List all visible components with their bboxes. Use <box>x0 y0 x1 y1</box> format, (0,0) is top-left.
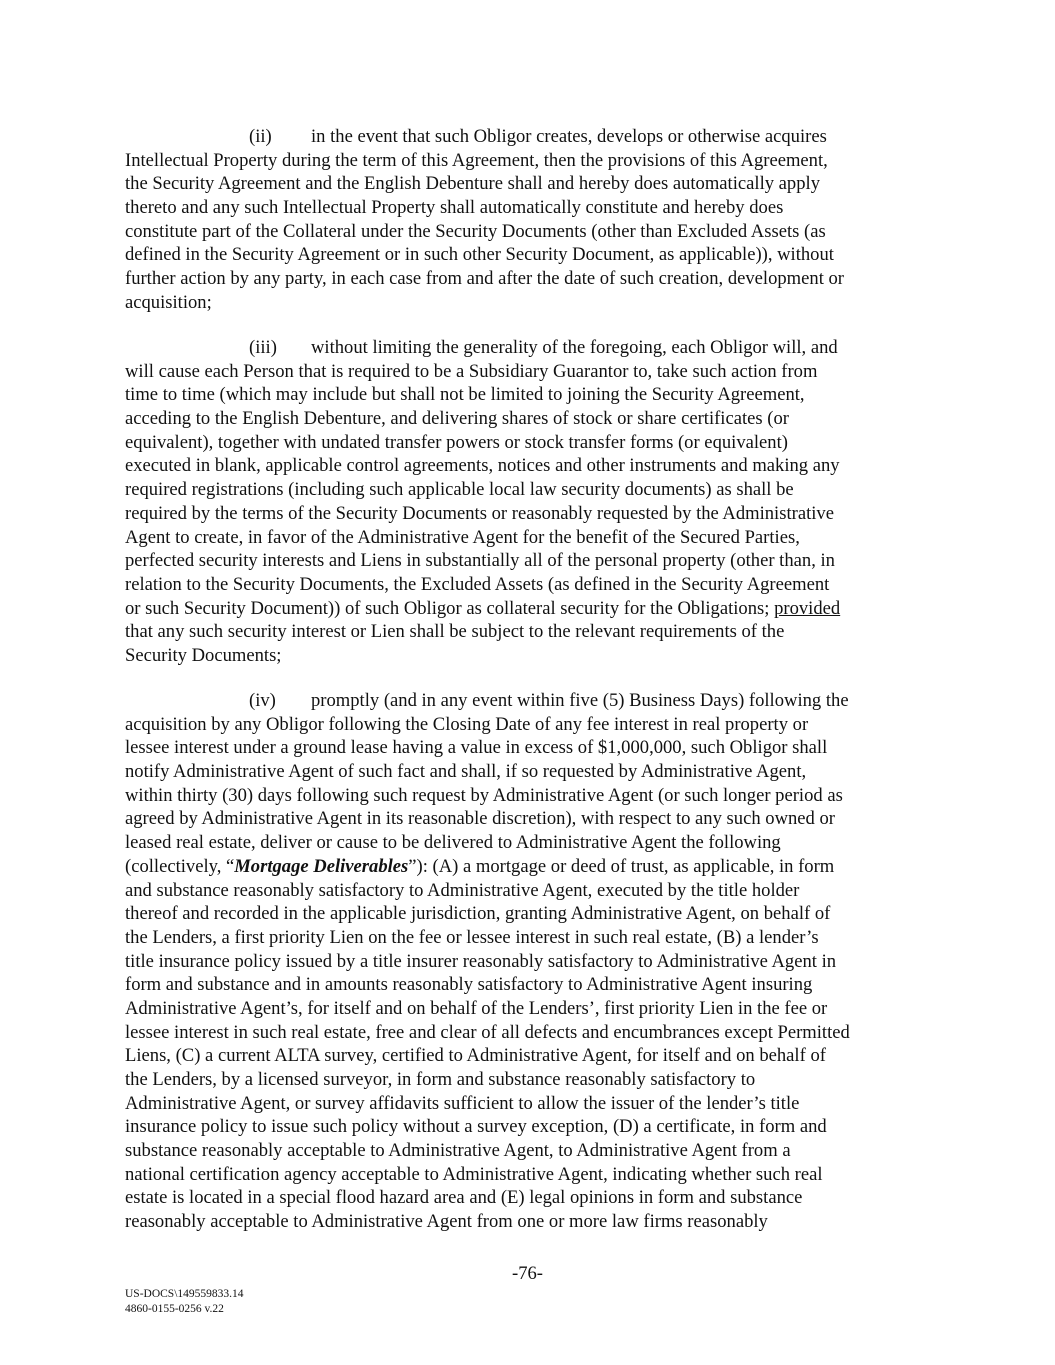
text-line: Liens, (C) a current ALTA survey, certified to Administrative Agent, for itself and on behalf of <box>125 1045 826 1067</box>
text-line: will cause each Person that is required to be a Subsidiary Guarantor to, take such action from <box>125 360 818 382</box>
text-line: the Security Agreement and the English Debenture shall and hereby does automatically apply <box>125 173 820 195</box>
text-line: time to time (which may include but shall not be limited to joining the Security Agreement, <box>125 384 805 406</box>
provided-term: provided <box>774 597 841 619</box>
footer-doc-id: US-DOCS\149559833.14 <box>125 1288 244 1300</box>
text-line: that any such security interest or Lien shall be subject to the relevant requirements of the <box>125 621 785 643</box>
text-line: reasonably acceptable to Administrative Agent from one or more law firms reasonably <box>125 1211 768 1233</box>
text-line: Administrative Agent, or survey affidavits sufficient to allow the issuer of the lender’s title <box>125 1092 800 1114</box>
text-line: the Lenders, by a licensed surveyor, in form and substance reasonably satisfactory to <box>125 1069 756 1090</box>
text-line: perfected security interests and Liens in substantially all of the personal property (other than, in <box>125 550 835 572</box>
paragraph-number: (iv) <box>249 690 276 711</box>
text-line: notify Administrative Agent of such fact and shall, if so requested by Administrative Agent, <box>125 761 807 783</box>
paragraph-first-line: (iv) promptly (and in any event within five (5) Business Days) following the <box>249 690 849 711</box>
text-line: within thirty (30) days following such request by Administrative Agent (or such longer period as <box>125 784 843 806</box>
paragraph-iii <box>125 336 945 668</box>
text-line: insurance policy to issue such policy without a survey exception, (D) a certificate, in form and <box>125 1116 827 1138</box>
paragraph-first-line: (ii) in the event that such Obligor creates, develops or otherwise acquires <box>249 126 827 147</box>
text-line: (collectively, “Mortgage Deliverables”): (A) a mortgage or deed of trust, as applicable, in form <box>125 855 835 877</box>
text-line: acceding to the English Debenture, and delivering shares of stock or share certificates (or <box>125 408 789 430</box>
text-line: equivalent), together with undated transfer powers or stock transfer forms (or equivalent) <box>125 431 788 453</box>
text-line: leased real estate, deliver or cause to be delivered to Administrative Agent the following <box>125 832 781 854</box>
text-line: form and substance and in amounts reasonably satisfactory to Administrative Agent insuring <box>125 974 813 996</box>
text-line: acquisition; <box>125 291 212 313</box>
text-line: or such Security Document)) of such Obligor as collateral security for the Obligations; provided <box>125 597 841 619</box>
text-line: required by the terms of the Security Documents or reasonably requested by the Administrative <box>125 502 834 524</box>
text-line: Security Documents; <box>125 644 282 666</box>
document-footer <box>125 1287 244 1317</box>
paragraph-iv <box>125 689 945 1234</box>
text-line: further action by any party, in each case from and after the date of such creation, development or <box>125 268 844 290</box>
text-line: and substance reasonably satisfactory to Administrative Agent, executed by the title holder <box>125 879 800 901</box>
text-line: thereto and any such Intellectual Property shall automatically constitute and hereby does <box>125 197 784 219</box>
text-line: thereof and recorded in the applicable jurisdiction, granting Administrative Agent, on behalf of <box>125 903 831 925</box>
paragraph-number: (ii) <box>249 126 272 147</box>
paragraph-ii <box>125 125 945 315</box>
text-line: substance reasonably acceptable to Administrative Agent, to Administrative Agent from a <box>125 1140 791 1162</box>
paragraph-first-line: (iii) without limiting the generality of the foregoing, each Obligor will, and <box>249 337 838 358</box>
text-line: required registrations (including such applicable local law security documents) as shall be <box>125 479 794 501</box>
text-line: Administrative Agent’s, for itself and on behalf of the Lenders’, first priority Lien in the fee or <box>125 997 828 1019</box>
text-line: constitute part of the Collateral under the Security Documents (other than Excluded Assets (as <box>125 220 826 242</box>
text-line: estate is located in a special flood hazard area and (E) legal opinions in form and substance <box>125 1187 803 1209</box>
text-line: executed in blank, applicable control agreements, notices and other instruments and making any <box>125 455 840 477</box>
text-line: Intellectual Property during the term of this Agreement, then the provisions of this Agreement, <box>125 149 828 171</box>
text-line: Agent to create, in favor of the Administrative Agent for the benefit of the Secured Parties, <box>125 526 800 548</box>
footer-version: 4860-0155-0256 v.22 <box>125 1303 224 1315</box>
paragraph-number: (iii) <box>249 337 277 358</box>
text-line: title insurance policy issued by a title insurer reasonably satisfactory to Administrative Agent in <box>125 950 837 972</box>
page-number: -76- <box>512 1263 543 1284</box>
text-line: acquisition by any Obligor following the Closing Date of any fee interest in real property or <box>125 713 809 735</box>
text-line: lessee interest in such real estate, free and clear of all defects and encumbrances except Permitted <box>125 1021 850 1043</box>
text-line: lessee interest under a ground lease having a value in excess of $1,000,000, such Obligor shall <box>125 737 828 759</box>
text-line: national certification agency acceptable to Administrative Agent, indicating whether such real <box>125 1163 823 1185</box>
defined-term: Mortgage Deliverables <box>234 855 409 877</box>
text-line: the Lenders, a first priority Lien on the fee or lessee interest in such real estate, (B) a lender’s <box>125 926 819 948</box>
text-line: defined in the Security Agreement or in such other Security Document, as applicable)), without <box>125 244 834 266</box>
text-line: relation to the Security Documents, the Excluded Assets (as defined in the Security Agreement <box>125 573 830 595</box>
text-line: agreed by Administrative Agent in its reasonable discretion), with respect to any such owned or <box>125 808 835 830</box>
